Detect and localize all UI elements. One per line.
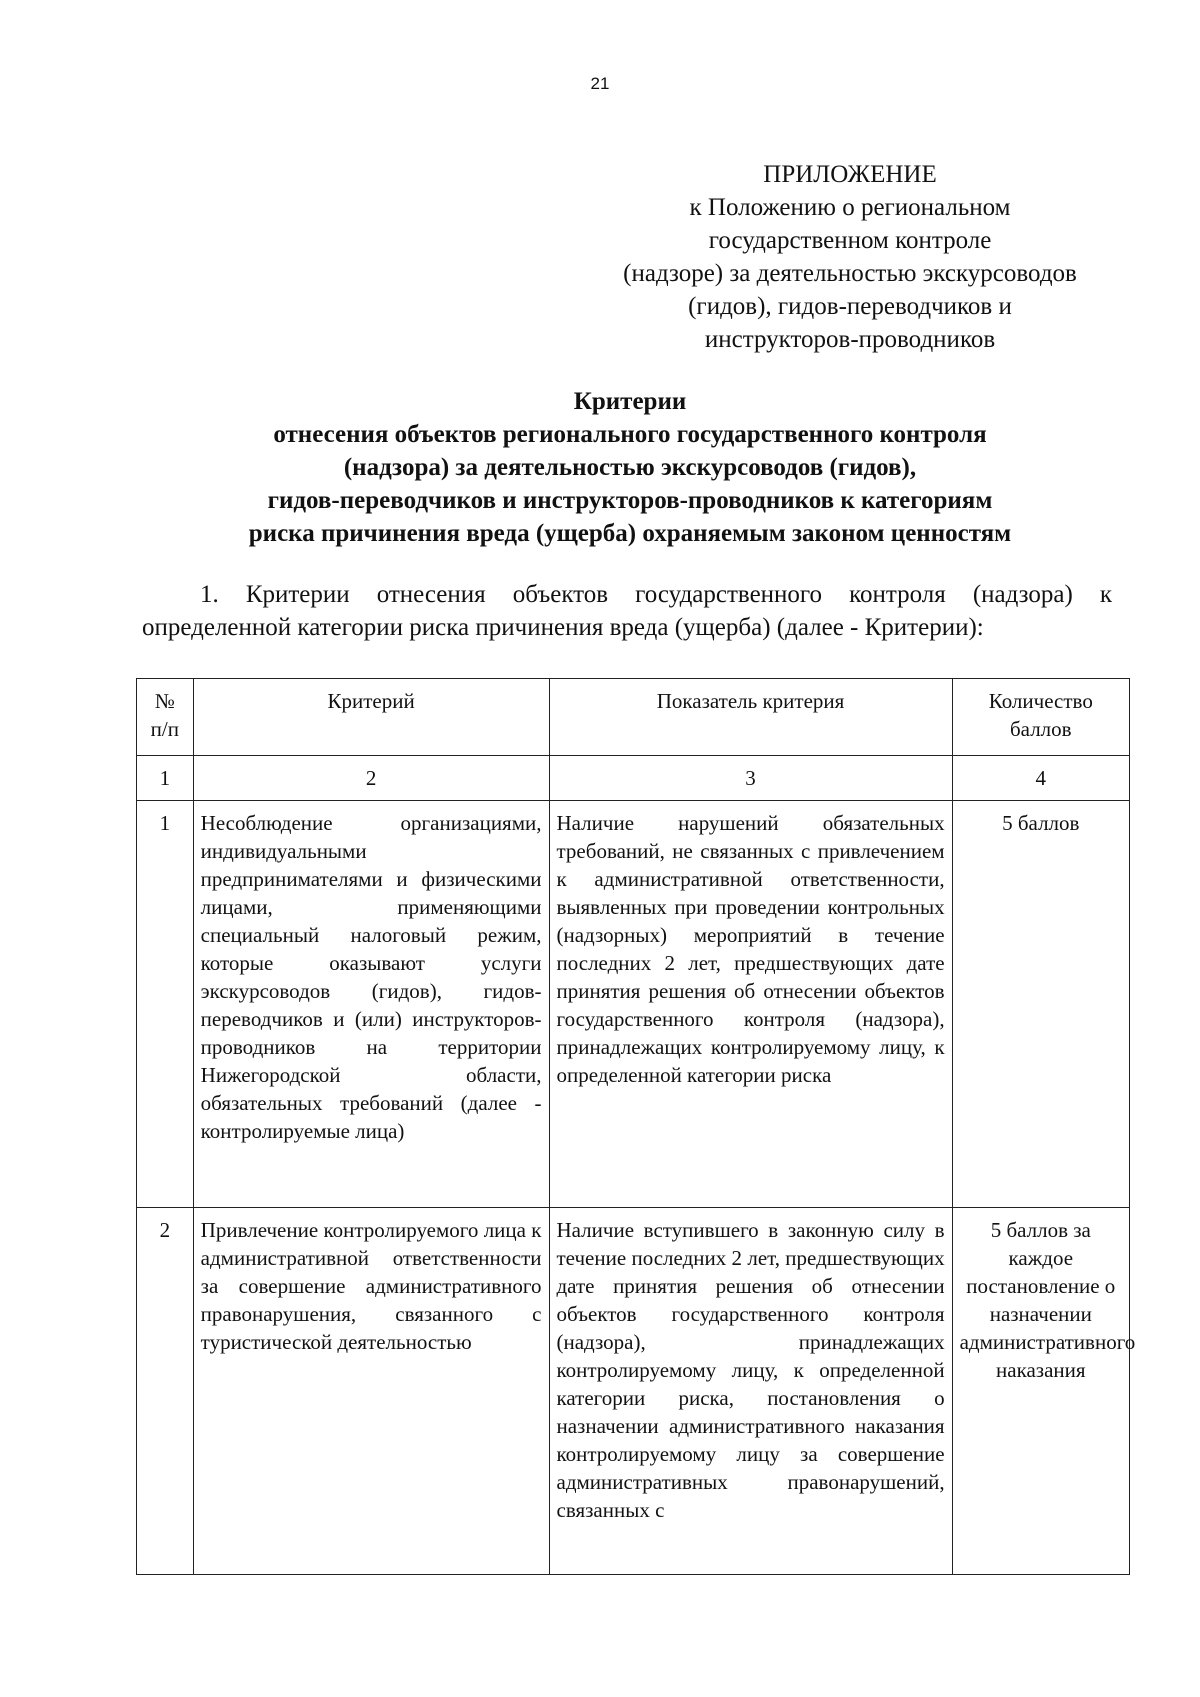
column-number: 1 [137, 756, 194, 801]
document-title [130, 385, 1130, 550]
appendix-line: к Положению о региональном [689, 194, 1011, 221]
page-number: 21 [590, 74, 610, 93]
table-row [137, 801, 1130, 1208]
appendix-line: (надзоре) за деятельностью экскурсоводов [623, 260, 1077, 287]
header-number: № п/п [137, 679, 194, 756]
table-header-row [137, 679, 1130, 756]
appendix-line: государственном контроле [708, 227, 992, 254]
row-indicator: Наличие нарушений обязательных требований, не связанных с привлечением к административной ответственности, выявленных при проведении контрольных (надзорных) мероприятий в течение последних 2 лет, предшествующих дате принятия решения об отнесении объектов государственного контроля (надзора), принадлежащих контролируемому лицу, к определенной категории риска [549, 801, 952, 1208]
row-criterion: Привлечение контролируемого лица к административной ответственности за совершение административного правонарушения, связанного с туристической деятельностью [193, 1208, 549, 1575]
row-points: 5 баллов [952, 801, 1129, 1208]
row-indicator: Наличие вступившего в законную силу в течение последних 2 лет, предшествующих дате принятия решения об отнесении объектов государственного контроля (надзора), принадлежащих контролируемому лицу, к определенной категории риска, постановления о назначении административного наказания контролируемому лицу за совершение административных правонарушений, связанных с [549, 1208, 952, 1575]
title-line: Критерии [573, 388, 687, 415]
column-number: 3 [549, 756, 952, 801]
column-number: 2 [193, 756, 549, 801]
intro-paragraph: 1. Критерии отнесения объектов государственного контроля (надзора) к определенной категории риска причинения вреда (ущерба) (далее - Критерии): [142, 581, 1112, 641]
title-line: отнесения объектов регионального государственного контроля [273, 421, 987, 448]
column-number: 4 [952, 756, 1129, 801]
header-indicator: Показатель критерия [549, 679, 952, 756]
appendix-line: ПРИЛОЖЕНИЕ [763, 161, 937, 188]
row-number: 2 [137, 1208, 194, 1575]
title-line: гидов-переводчиков и инструкторов-проводников к категориям [267, 487, 993, 514]
header-points: Количество баллов [952, 679, 1129, 756]
row-points: 5 баллов за каждое постановление о назначении административного наказания [952, 1208, 1129, 1575]
table-row [137, 1208, 1130, 1575]
row-criterion: Несоблюдение организациями, индивидуальными предпринимателями и физическими лицами, применяющими специальный налоговый режим, которые оказывают услуги экскурсоводов (гидов), гидов-переводчиков и (или) инструкторов-проводников на территории Нижегородской области, обязательных требований (далее - контролируемые лица) [193, 801, 549, 1208]
title-line: (надзора) за деятельностью экскурсоводов (гидов), [343, 454, 917, 481]
appendix-heading [580, 158, 1120, 356]
row-number: 1 [137, 801, 194, 1208]
column-number-row [137, 756, 1130, 801]
header-criterion: Критерий [193, 679, 549, 756]
appendix-line: инструкторов-проводников [704, 326, 996, 353]
criteria-table [136, 678, 1136, 1575]
appendix-line: (гидов), гидов-переводчиков и [688, 293, 1012, 320]
title-line: риска причинения вреда (ущерба) охраняемым законом ценностям [248, 520, 1012, 547]
